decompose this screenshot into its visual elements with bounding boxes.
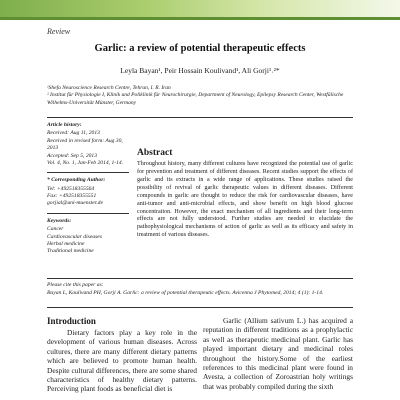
- citation-heading: Please cite this paper as:: [47, 282, 104, 288]
- body-column-left: [47, 316, 197, 394]
- abstract-heading: Abstract: [137, 148, 173, 158]
- body-column-right: [203, 316, 353, 391]
- abstract-text: Throughout history, many different cultures have recognized the potential use of garlic for prevention and treatment of different diseases. Recent studies support the effects of garlic and its extracts in a wide range of applications. These studies raised the possibility of revival of garlic therapeutic values in different diseases. Different compounds in garlic are thought to reduce the risk for cardiovascular diseases, have anti-tumor and anti-microbial effects, and show benefit on high blood glucose concentration. However, the exact mechanism of all ingredients and their long-term effects are not fully understood. Further studies are needed to elucidate the pathophysiological mechanisms of action of garlic as well as its efficacy and safety in treatment of various diseases.: [137, 161, 353, 239]
- corresponding-author-heading: * Corresponding Author:: [47, 177, 106, 184]
- article-history: [47, 122, 129, 167]
- phone-number: Tel: +492518355564: [47, 185, 95, 192]
- affiliation-2: ² Institut für Physiologie I, Klinik und Poliklinik für Neurochirurgie, Department of Neurology, Epilepsy Research Center, Westfälische Wilhelms-Universität Münster, Germany: [47, 92, 344, 106]
- email-link[interactable]: gorjial@uni-muenster.de: [47, 200, 103, 207]
- keyword-item: Traditional medicine: [47, 248, 94, 255]
- journal-header-band: [0, 0, 400, 20]
- affiliation-1: ¹Shefa Neuroscience Research Centre, Tehran, I. R. Iran: [47, 85, 171, 91]
- keyword-item: Herbal medicine: [47, 240, 85, 247]
- history-line: Accepted: Sep 5, 2013: [47, 152, 98, 159]
- introduction-paragraph: Dietary factors play a key role in the development of various human diseases. Across cultures, there are many different dietary patterns which are believed to promote human health. Despite cultural differences, there are some shared characteristics of healthy dietary patterns. Perceiving plant foods as beneficial diet is: [47, 328, 197, 394]
- sidebar-divider: [47, 213, 129, 214]
- article-history-heading: Article history:: [47, 122, 82, 128]
- history-line: Vol. 4, No. 1, Jan-Feb 2014, 1-14.: [47, 159, 124, 166]
- garlic-paragraph: Garlic (Allium sativum L.) has acquired a reputation in different traditions as a prophylactic as well as therapeutic medicinal plant. Garlic has played important dietary and medicinal roles throughout the history.Some of the earliest references to this medicinal plant were found in Avesta, a collection of Zoroastrian holy writings that was probably compiled during the sixth: [203, 316, 353, 391]
- history-line: Received: Aug 11, 2013: [47, 130, 100, 137]
- introduction-heading: Introduction: [47, 316, 96, 326]
- fax-number: Fax: +492518355551: [47, 193, 97, 199]
- citation-block: [47, 282, 353, 297]
- keyword-item: Cardiovascular diseases: [47, 233, 102, 240]
- keywords-heading: Keywords:: [47, 217, 72, 224]
- citation-text: Bayan L, Koulivand PH, Gorji A. Garlic: a review of potential therapeutic effects. Avicenna J Phytomed, 2014; 4 (1): 1-14.: [47, 289, 324, 296]
- citation-bottom-divider: [47, 307, 353, 308]
- corresponding-author: [47, 177, 129, 208]
- history-line: Received in revised form: Aug 30, 2013: [47, 137, 123, 152]
- keywords: [47, 218, 129, 256]
- keyword-item: Cancer: [47, 226, 64, 233]
- affiliations: [47, 85, 353, 107]
- section-label: Review: [47, 27, 71, 36]
- article-info-sidebar: [47, 122, 129, 258]
- sidebar-divider: [47, 172, 129, 173]
- author-list: Leyla Bayan¹, Peir Hossain Koulivand¹, Ali Gorji¹˒²*: [120, 66, 280, 75]
- article-title: Garlic: a review of potential therapeutic effects: [94, 43, 306, 54]
- header-divider: [47, 117, 353, 118]
- citation-top-divider: [47, 278, 353, 279]
